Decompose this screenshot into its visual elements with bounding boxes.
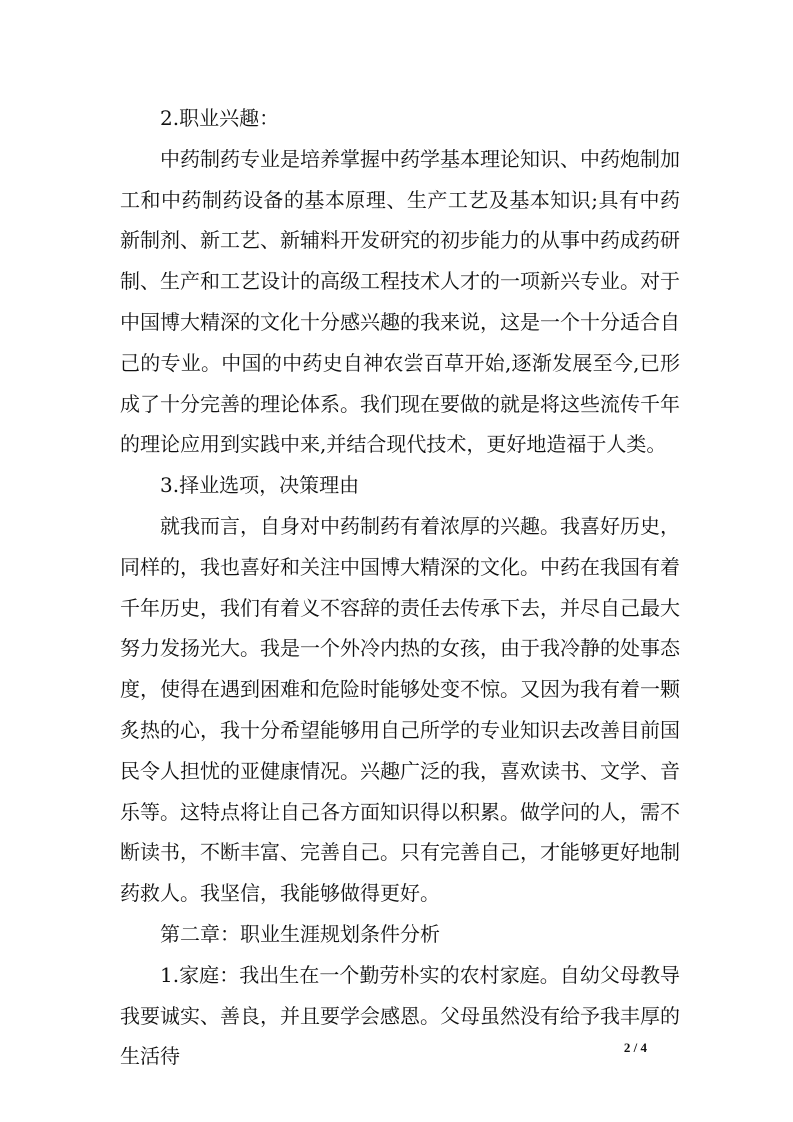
paragraph-major-description: 中药制药专业是培养掌握中药学基本理论知识、中药炮制加工和中药制药设备的基本原理、生产工艺及基本知识;具有中药新制剂、新工艺、新辅料开发研究的初步能力的从事中药成药研制、生产和工艺设计的高级工程技术人才的一项新兴专业。对于中国博大精深的文化十分感兴趣的我来说，这是一个十分适合自己的专业。中国的中药史自神农尝百草开始,逐渐发展至今,已形成了十分完善的理论体系。我们现在要做的就是将这些流传千年的理论应用到实践中来,并结合现代技术，更好地造福于人类。 — [120, 146, 680, 457]
document-body — [120, 98, 680, 1077]
paragraph-family: 1.家庭：我出生在一个勤劳朴实的农村家庭。自幼父母教导我要诚实、善良，并且要学会感恩。父母虽然没有给予我丰厚的生活待 — [120, 962, 680, 1069]
section-heading-career-interest: 2.职业兴趣： — [160, 106, 280, 130]
chapter-heading: 第二章：职业生涯规划条件分析 — [160, 921, 440, 946]
page-number: 2 / 4 — [623, 1040, 647, 1055]
paragraph-decision-reasons: 就我而言，自身对中药制药有着浓厚的兴趣。我喜好历史，同样的，我也喜好和关注中国博大精深的文化。中药在我国有着千年历史，我们有着义不容辞的责任去传承下去，并尽自己最大努力发扬光大。我是一个外冷内热的女孩，由于我冷静的处事态度，使得在遇到困难和危险时能够处变不惊。又因为我有着一颗炙热的心，我十分希望能够用自己所学的专业知识去改善目前国民令人担忧的亚健康情况。兴趣广泛的我，喜欢读书、文学、音乐等。这特点将让自己各方面知识得以积累。做学问的人，需不断读书，不断丰富、完善自己。只有完善自己，才能够更好地制药救人。我坚信，我能够做得更好。 — [120, 513, 680, 906]
section-heading-career-choice: 3.择业选项，决策理由 — [160, 473, 360, 498]
